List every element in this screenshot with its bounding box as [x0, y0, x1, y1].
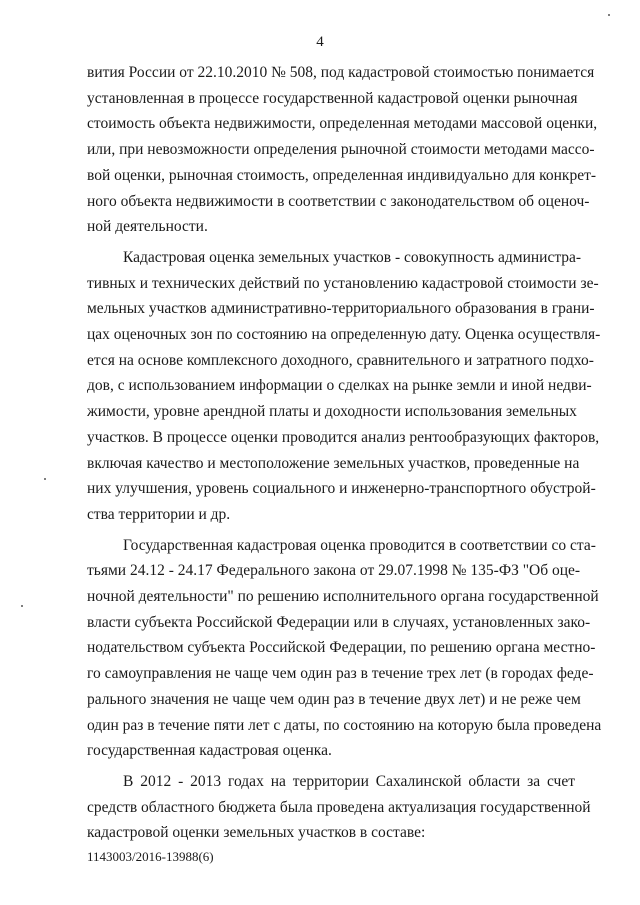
text-line: цах оценочных зон по состоянию на определенную дату. Оценка осуществля- — [87, 326, 601, 344]
paragraph-cadastral-value-definition — [87, 60, 598, 240]
text-line: рального значения не чаще чем один раз в течение двух лет) и не реже чем — [87, 690, 581, 708]
text-line: ного объекта недвижимости в соответствии с законодательством об оценоч- — [87, 192, 590, 210]
text-line: го самоуправления не чаще чем один раз в течение трех лет (в городах феде- — [87, 665, 594, 683]
document-code: 1143003/2016-13988(6) — [87, 849, 214, 864]
text-line: Кадастровая оценка земельных участков - совокупность администра- — [123, 248, 582, 266]
text-line: них улучшения, уровень социального и инженерно-транспортного обустрой- — [87, 480, 596, 498]
text-line: или, при невозможности определения рыночной стоимости методами массо- — [87, 141, 595, 159]
scan-speck — [44, 478, 46, 480]
text-line: жимости, уровне арендной платы и доходности использования земельных — [87, 403, 577, 421]
text-line: тьями 24.12 - 24.17 Федерального закона от 29.07.1998 № 135-ФЗ "Об оце- — [87, 562, 581, 580]
text-line: ства территории и др. — [87, 505, 231, 523]
text-line: стоимость объекта недвижимости, определенная методами массовой оценки, — [87, 115, 598, 133]
text-line: мельных участков административно-территориального образования в грани- — [87, 300, 595, 318]
text-line: вития России от 22.10.2010 № 508, под кадастровой стоимостью понимается — [87, 64, 595, 81]
text-line: один раз в течение пяти лет с даты, по состоянию на которую была проведена — [87, 716, 602, 734]
paragraph-land-cadastral-assessment — [87, 245, 601, 528]
paragraph-state-cadastral-assessment — [87, 533, 602, 764]
text-line: включая качество и местоположение земельных участков, проведенные на — [87, 454, 580, 472]
scan-speck — [21, 605, 23, 607]
text-line: участков. В процессе оценки проводится анализ рентообразующих факторов, — [87, 428, 600, 446]
text-line: кадастровой оценки земельных участков в составе: — [87, 824, 426, 842]
scan-speck — [608, 14, 610, 16]
text-line: власти субъекта Российской Федерации или в случаях, установленных зако- — [87, 613, 591, 631]
text-line: тивных и технических действий по установлению кадастровой стоимости зе- — [87, 274, 599, 292]
page-number: 4 — [316, 34, 324, 50]
text-line: средств областного бюджета была проведена актуализация государственной — [87, 798, 591, 816]
document-body — [87, 60, 602, 846]
text-line: ночной деятельности" по решению исполнительного органа государственной — [87, 588, 599, 606]
paragraph-sakhalin-actualization — [87, 769, 591, 846]
text-line: государственная кадастровая оценка. — [87, 742, 332, 760]
text-line: дов, с использованием информации о сделках на рынке земли и иной недви- — [87, 377, 592, 395]
text-line: нодательством субъекта Российской Федерации, по решению органа местно- — [87, 639, 596, 657]
text-line: В 2012 - 2013 годах на территории Сахалинской области за счет — [123, 772, 575, 790]
text-line: ется на основе комплексного доходного, сравнительного и затратного подхо- — [87, 351, 594, 369]
text-line: ной деятельности. — [87, 218, 208, 236]
text-line: вой оценки, рыночная стоимость, определенная индивидуально для конкрет- — [87, 166, 597, 184]
text-line: установленная в процессе государственной кадастровой оценки рыночная — [87, 89, 578, 107]
text-line: Государственная кадастровая оценка проводится в соответствии со ста- — [123, 536, 596, 554]
